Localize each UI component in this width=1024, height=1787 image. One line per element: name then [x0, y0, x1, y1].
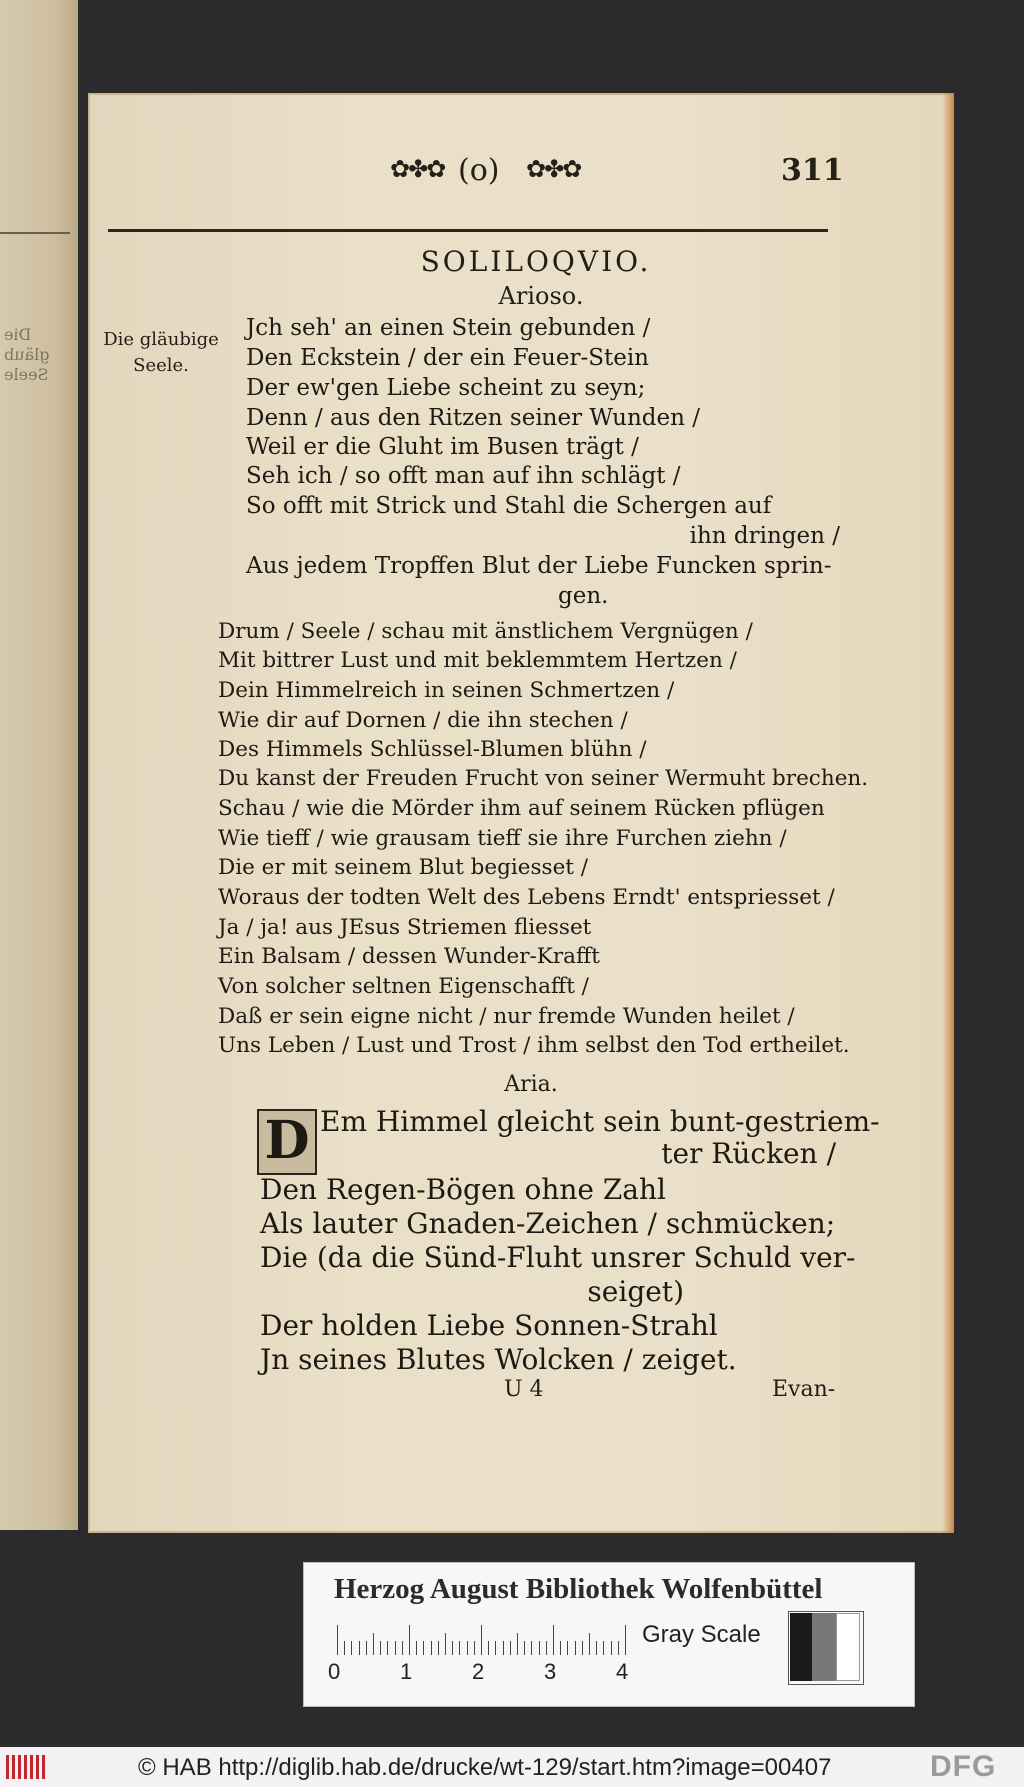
- recitative-line: Dein Himmelreich in seinen Schmertzen /: [218, 678, 675, 703]
- arioso-line: Jch seh' an einen Stein gebunden /: [246, 315, 651, 341]
- gray-swatch: [812, 1613, 836, 1681]
- page-header: [88, 155, 954, 195]
- recitative-line: Wie tieff / wie grausam tieff sie ihre Furchen ziehn /: [218, 826, 787, 851]
- ruler-tick: [474, 1641, 475, 1655]
- ruler-tick: [344, 1641, 345, 1655]
- footer-bar: [0, 1747, 1024, 1787]
- arioso-line: ihn dringen /: [689, 523, 840, 549]
- ruler-tick: [589, 1633, 590, 1655]
- ruler-tick: [373, 1633, 374, 1655]
- aria-line: ter Rücken /: [661, 1137, 836, 1170]
- aria-line: Der holden Liebe Sonnen-Strahl: [260, 1309, 718, 1342]
- library-name: Herzog August Bibliothek Wolfenbüttel: [334, 1573, 823, 1605]
- margin-note: Die gläubige Seele.: [103, 329, 219, 376]
- arioso-line: gen.: [558, 583, 609, 609]
- ruler-tick: [560, 1641, 561, 1655]
- aria-line: Jn seines Blutes Wolcken / zeiget.: [260, 1343, 737, 1376]
- ruler-tick: [603, 1641, 604, 1655]
- ruler-tick: [531, 1641, 532, 1655]
- recitative-line: Ja / ja! aus JEsus Striemen fliesset: [218, 915, 592, 940]
- recitative-line: Drum / Seele / schau mit änstlichem Vergnügen /: [218, 619, 753, 644]
- ruler-tick: [625, 1625, 626, 1655]
- previous-page-rule: [0, 232, 70, 234]
- aria-dropcap: D: [257, 1109, 317, 1175]
- signature-mark: U 4: [504, 1377, 544, 1402]
- page-number: 311: [781, 153, 844, 188]
- ruler-tick: [546, 1641, 547, 1655]
- ruler-tick: [409, 1625, 410, 1655]
- scale-number: 4: [616, 1659, 629, 1684]
- ruler-tick: [387, 1641, 388, 1655]
- ruler-tick: [517, 1633, 518, 1655]
- recitative-line: Uns Leben / Lust und Trost / ihm selbst den Tod ertheilet.: [218, 1033, 850, 1058]
- recitative-line: Ein Balsam / dessen Wunder-Krafft: [218, 944, 600, 969]
- source-credit[interactable]: © HAB http://diglib.hab.de/drucke/wt-129/start.htm?image=00407: [138, 1754, 832, 1781]
- ruler-tick: [431, 1641, 432, 1655]
- catchword: Evan-: [772, 1377, 836, 1402]
- recitative-line: Woraus der todten Welt des Lebens Erndt' entspriesset /: [218, 885, 835, 910]
- section-title: SOLILOQVIO.: [420, 245, 652, 278]
- recitative-line: Daß er sein eigne nicht / nur fremde Wunden heilet /: [218, 1004, 795, 1029]
- ruler-tick: [467, 1641, 468, 1655]
- scale-number: 2: [472, 1659, 485, 1684]
- ruler-tick: [618, 1641, 619, 1655]
- recitative-line: Die er mit seinem Blut begiesset /: [218, 855, 589, 880]
- aria-line: Em Himmel gleicht sein bunt-gestriem-: [320, 1105, 880, 1138]
- color-scale-card: [303, 1562, 915, 1707]
- aria-heading: Aria.: [504, 1072, 558, 1097]
- ruler-tick: [452, 1641, 453, 1655]
- white-swatch: [836, 1613, 860, 1681]
- ruler-tick: [524, 1641, 525, 1655]
- ruler-tick: [438, 1641, 439, 1655]
- ruler-tick: [503, 1641, 504, 1655]
- recitative-line: Des Himmels Schlüssel-Blumen blühn /: [218, 737, 647, 762]
- scale-ruler: [337, 1625, 627, 1655]
- ruler-tick: [495, 1641, 496, 1655]
- ruler-tick: [445, 1633, 446, 1655]
- ruler-tick: [380, 1641, 381, 1655]
- ornament-right-icon: ✿✤✿: [526, 155, 581, 183]
- dfg-logo: DFG: [930, 1750, 997, 1783]
- ruler-tick: [567, 1641, 568, 1655]
- ruler-tick: [596, 1641, 597, 1655]
- scale-number: 3: [544, 1659, 557, 1684]
- previous-page-margin-note: Die gläub Seele: [4, 325, 50, 384]
- ruler-tick: [611, 1641, 612, 1655]
- ruler-tick: [337, 1625, 338, 1655]
- aria-line: Als lauter Gnaden-Zeichen / schmücken;: [260, 1207, 836, 1240]
- section-subtitle: Arioso.: [498, 282, 584, 310]
- scale-number: 0: [328, 1659, 341, 1684]
- arioso-line: Den Eckstein / der ein Feuer-Stein: [246, 345, 649, 371]
- arioso-line: Seh ich / so offt man auf ihn schlägt /: [246, 463, 681, 489]
- ruler-tick: [402, 1641, 403, 1655]
- black-swatch: [790, 1613, 812, 1681]
- aria-line: Die (da die Sünd-Fluht unsrer Schuld ver-: [260, 1241, 856, 1274]
- ruler-tick: [423, 1641, 424, 1655]
- ruler-tick: [366, 1641, 367, 1655]
- arioso-line: Weil er die Gluht im Busen trägt /: [246, 434, 639, 460]
- header-rule: [108, 229, 828, 232]
- arioso-line: Denn / aus den Ritzen seiner Wunden /: [246, 405, 700, 431]
- previous-page-edge: [0, 0, 78, 1530]
- ruler-tick: [539, 1641, 540, 1655]
- ruler-tick: [459, 1641, 460, 1655]
- arioso-line: Aus jedem Tropffen Blut der Liebe Funcken sprin-: [246, 553, 832, 579]
- ruler-tick: [575, 1641, 576, 1655]
- recitative-line: Wie dir auf Dornen / die ihn stechen /: [218, 708, 628, 733]
- ruler-tick: [510, 1641, 511, 1655]
- recitative-line: Mit bittrer Lust und mit beklemmtem Hertzen /: [218, 648, 737, 673]
- ruler-tick: [359, 1641, 360, 1655]
- ruler-tick: [351, 1641, 352, 1655]
- ruler-tick: [553, 1625, 554, 1655]
- scale-number: 1: [400, 1659, 413, 1684]
- ruler-tick: [481, 1625, 482, 1655]
- barcode-icon: [6, 1755, 46, 1779]
- ruler-tick: [488, 1641, 489, 1655]
- arioso-line: Der ew'gen Liebe scheint zu seyn;: [246, 375, 646, 401]
- ruler-tick: [416, 1641, 417, 1655]
- header-signature: (o): [458, 153, 500, 188]
- book-page: [88, 93, 954, 1533]
- aria-line: Den Regen-Bögen ohne Zahl: [260, 1173, 666, 1206]
- aria-line: seiget): [587, 1275, 684, 1308]
- ornament-left-icon: ✿✤✿: [390, 155, 445, 183]
- recitative-line: Schau / wie die Mörder ihm auf seinem Rücken pflügen: [218, 796, 825, 821]
- arioso-line: So offt mit Strick und Stahl die Schergen auf: [246, 493, 772, 519]
- ruler-tick: [582, 1641, 583, 1655]
- recitative-line: Du kanst der Freuden Frucht von seiner Wermuht brechen.: [218, 766, 869, 791]
- ruler-tick: [395, 1641, 396, 1655]
- gray-scale-label: Gray Scale: [642, 1621, 761, 1648]
- recitative-line: Von solcher seltnen Eigenschafft /: [218, 974, 589, 999]
